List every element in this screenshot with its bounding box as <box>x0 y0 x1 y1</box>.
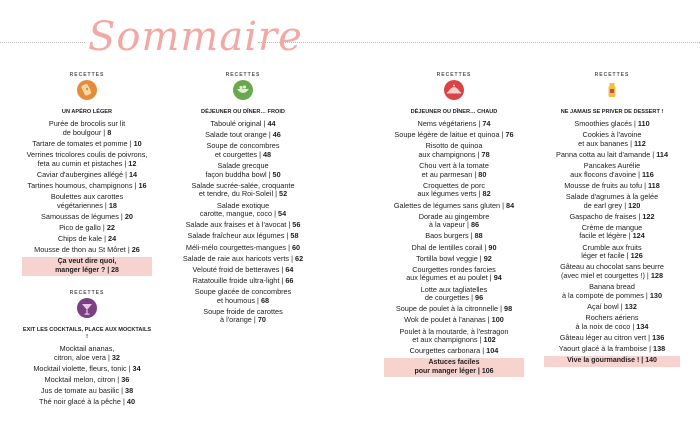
separator: | <box>115 374 122 384</box>
recipe-name: Yaourt glacé à la framboise <box>558 343 648 353</box>
recipe-name: Salade grecque façon buddha bowl <box>205 160 269 179</box>
recipe-name: Panna cotta au lait d'amande <box>555 149 651 159</box>
recipe-name: Smoothies glacés <box>574 119 632 128</box>
separator: | <box>266 169 273 179</box>
recipe-name: Mocktail ananas, citron, aloe vera <box>54 344 115 362</box>
recipe-name: Taboulé original <box>210 119 262 128</box>
separator: | <box>500 200 507 210</box>
recipe-name: Courgettes carbonara <box>409 346 481 356</box>
recipe-entry[interactable] <box>176 131 310 140</box>
recipe-name: Tortilla bowl veggie <box>416 253 478 263</box>
page-number: 58 <box>290 231 299 241</box>
recipe-entry[interactable] <box>176 277 310 286</box>
page-number: 126 <box>630 251 643 261</box>
recipe-name: Soupe froide de carottes à l'orange <box>203 306 283 325</box>
page-number: 128 <box>650 271 664 281</box>
page-number: 38 <box>125 386 134 396</box>
section-dessert <box>544 72 680 367</box>
separator: | <box>469 293 476 303</box>
page-number: 50 <box>272 169 281 179</box>
section-froid <box>176 72 310 325</box>
separator: | <box>102 200 109 210</box>
recipe-name: Cookies à l'avoine et aux bananes <box>578 130 642 148</box>
page-number: 96 <box>475 293 484 303</box>
separator: | <box>272 209 279 219</box>
recipe-name: Salade exotique carotte, mangue, coco <box>199 200 273 219</box>
cutting-board-icon <box>67 72 107 108</box>
recipe-name: Salade de raie aux haricots verts <box>182 253 290 263</box>
tip-label: Ça veut dire quoi, manger léger ? <box>55 258 117 274</box>
recipe-entry[interactable] <box>384 182 524 199</box>
recipe-entry[interactable] <box>22 376 152 385</box>
recipe-name: Baos burgers <box>425 231 469 241</box>
recipe-entry[interactable] <box>22 235 152 244</box>
page-number: 136 <box>652 332 665 342</box>
recipe-entry[interactable] <box>176 266 310 275</box>
page-number: 34 <box>132 363 141 373</box>
separator: | <box>475 149 482 159</box>
separator: | <box>261 119 268 128</box>
separator: | <box>284 231 291 241</box>
recipe-entry[interactable] <box>22 365 152 374</box>
page-number: 12 <box>128 158 137 168</box>
page-number: 88 <box>474 231 483 241</box>
recipe-entry[interactable] <box>384 255 524 264</box>
recipe-entry[interactable] <box>544 131 680 148</box>
recipe-entry[interactable] <box>544 283 680 300</box>
recipe-name: Galettes de légumes sans gluten <box>393 200 501 210</box>
page-number: 40 <box>126 397 136 407</box>
recipe-name: Soupe de concombres et courgettes <box>206 141 280 159</box>
recipe-name: Risotto de quinoa aux champignons <box>418 141 483 159</box>
recipe-name: Crème de mangue facile et légère <box>579 222 643 241</box>
recipe-name: Poulet à la moutarde, à l'estragon et aux champignons <box>399 326 509 345</box>
page-number: 92 <box>483 253 492 263</box>
recipe-entry[interactable] <box>176 255 310 264</box>
separator: | <box>485 315 492 325</box>
page-number: 90 <box>488 242 497 252</box>
recipe-entry[interactable] <box>544 263 680 280</box>
separator: | <box>286 242 292 252</box>
page-number: 70 <box>257 315 266 325</box>
recipe-name: Samoussas de légumes <box>41 211 119 221</box>
recipe-name: Salade d'agrumes à la gelée de earl grey <box>565 191 659 210</box>
separator: | <box>644 271 651 281</box>
recipe-name: Jus de tomate au basilic <box>40 386 120 396</box>
page-number: 56 <box>292 220 301 230</box>
separator: | <box>636 211 643 221</box>
recipe-list <box>22 345 152 407</box>
recettes-label: RECETTES <box>436 72 472 78</box>
recipe-entry[interactable] <box>544 334 680 343</box>
recipe-entry[interactable] <box>384 162 524 179</box>
separator: | <box>105 352 112 362</box>
page-number: 14 <box>129 169 138 179</box>
recipe-entry[interactable] <box>176 162 310 179</box>
recipe-name: Verrines tricolores coulis de poivrons, feta au cumin et pistaches <box>26 149 148 168</box>
separator: | <box>636 169 643 179</box>
separator: | <box>132 180 139 190</box>
recipe-entry[interactable] <box>384 244 524 253</box>
separator: | <box>125 244 132 254</box>
recipe-entry[interactable] <box>384 266 524 283</box>
separator: | <box>127 138 134 148</box>
separator: | <box>122 158 129 168</box>
recipe-entry[interactable] <box>384 142 524 159</box>
column-dessert <box>544 72 680 367</box>
recipe-name: Wok de poulet à l'ananas <box>404 315 486 325</box>
separator: | <box>618 301 625 311</box>
separator: | <box>279 275 286 285</box>
separator: | <box>646 332 653 342</box>
separator: | <box>499 130 506 140</box>
recipe-name: Courgettes rondes farcies aux légumes et au poulet <box>406 264 496 283</box>
recipe-name: Pancakes Aurélie aux flocons d'avoine <box>570 160 641 179</box>
page-number: 114 <box>656 149 669 159</box>
separator: | <box>477 335 484 345</box>
recipe-name: Pico de gallo <box>59 222 101 232</box>
recipe-name: Dorade au gingembre à la vapeur <box>418 211 490 230</box>
recipe-entry[interactable] <box>176 221 310 230</box>
highlight-tip[interactable] <box>22 257 152 276</box>
recipe-name: Nems végétariens <box>417 119 477 128</box>
separator: | <box>119 386 126 396</box>
page-number: 68 <box>260 295 270 305</box>
page-number: 24 <box>108 233 117 243</box>
salad-bowl-icon <box>223 72 263 108</box>
section-title: DÉJEUNER OU DÎNER… FROID <box>201 109 285 115</box>
page-number: 124 <box>632 231 645 241</box>
page-number: 84 <box>506 200 515 210</box>
recipe-entry[interactable] <box>176 182 310 199</box>
highlight-tip[interactable] <box>384 358 524 377</box>
recipe-name: Chou vert à la tomate et au parmesan <box>419 160 489 179</box>
separator: | <box>266 130 273 140</box>
recipe-entry[interactable] <box>544 182 680 191</box>
page-number: 100 <box>491 315 504 325</box>
separator: | <box>472 169 479 179</box>
page-number: 132 <box>624 301 637 311</box>
recipe-entry[interactable] <box>544 314 680 331</box>
recipe-list <box>22 120 152 276</box>
cocktail-glass-icon <box>67 290 107 326</box>
separator: | <box>465 220 471 230</box>
page-number: 52 <box>279 189 288 199</box>
page-number: 134 <box>636 321 649 331</box>
page-number: 32 <box>111 352 120 362</box>
page-number: 18 <box>108 200 117 210</box>
separator: | <box>477 253 484 263</box>
recipe-name: Gâteau léger au citron vert <box>559 332 647 342</box>
recipe-name: Salade tout orange <box>205 130 267 140</box>
recipe-name: Velouté froid de betteraves <box>192 264 280 274</box>
page-number: 76 <box>505 130 514 140</box>
recipe-name: Purée de brocolis sur lit de boulgour <box>48 119 126 137</box>
page-number: 36 <box>121 374 130 384</box>
section-title: NE JAMAIS SE PRIVER DE DESSERT ! <box>560 109 664 115</box>
separator: | <box>476 189 483 199</box>
separator: | <box>255 295 261 305</box>
recipe-entry[interactable] <box>384 347 524 356</box>
recipe-name: Mousse de fruits au tofu <box>564 180 643 190</box>
recipe-list <box>384 120 524 377</box>
separator: | <box>102 233 109 243</box>
page-number: 8 <box>107 127 112 137</box>
recipe-name: Dhal de lentilles corail <box>411 242 483 252</box>
recettes-label: RECETTES <box>225 72 261 78</box>
recipe-name: Tartines houmous, champignons <box>27 180 133 190</box>
recipe-name: Soupe glacée de concombres et houmous <box>194 286 292 305</box>
separator: | <box>273 189 280 199</box>
separator: | <box>120 397 127 407</box>
page-number: 78 <box>481 149 490 159</box>
separator: | <box>468 231 475 241</box>
separator: | <box>498 304 505 314</box>
recipe-entry[interactable] <box>176 120 310 129</box>
recipe-entry[interactable] <box>544 162 680 179</box>
page-number: 118 <box>648 180 660 190</box>
recipe-entry[interactable] <box>384 305 524 314</box>
recipe-entry[interactable] <box>176 232 310 241</box>
recipe-entry[interactable] <box>544 244 680 261</box>
recipe-entry[interactable] <box>384 286 524 303</box>
page-number: 138 <box>653 343 666 353</box>
recipe-name: Soupe légère de laitue et quinoa <box>394 130 500 140</box>
separator: | <box>101 127 108 137</box>
page-number: 130 <box>649 290 663 300</box>
recipe-name: Gaspacho de fraises <box>569 211 637 221</box>
recipe-entry[interactable] <box>176 142 310 159</box>
recipe-name: Salade aux fraises et à l'avocat <box>185 220 287 230</box>
recipe-entry[interactable] <box>544 120 680 129</box>
page-number: 98 <box>504 304 513 314</box>
page-number: 120 <box>628 200 641 210</box>
recipe-name: Croquettes de porc aux légumes verts <box>417 180 486 199</box>
section-aperitif <box>22 72 152 276</box>
recipe-entry[interactable] <box>22 182 152 191</box>
recipe-name: Chips de kale <box>57 233 103 243</box>
highlight-tip[interactable] <box>544 356 680 367</box>
recipe-entry[interactable] <box>384 316 524 325</box>
recipe-entry[interactable] <box>384 328 524 345</box>
column-aperitif <box>22 72 152 409</box>
separator: | <box>487 273 494 283</box>
section-title: DÉJEUNER OU DÎNER… CHAUD <box>410 109 498 115</box>
separator: | <box>475 367 482 375</box>
separator: | <box>482 242 489 252</box>
page-number: 26 <box>131 244 140 254</box>
page-number: 94 <box>493 273 502 283</box>
recipe-name: Méli-mélo courgettes-mangues <box>185 242 287 252</box>
recipe-name: Salade sucrée-salée, croquante et tendre, du Roi-Soleil <box>191 180 295 199</box>
recipe-name: Tartare de tomates et pomme <box>32 138 128 148</box>
page-number: 116 <box>642 169 654 179</box>
separator: | <box>630 321 637 331</box>
recipe-entry[interactable] <box>22 120 152 137</box>
page-number: 140 <box>645 357 657 365</box>
tip-label: Vive la gourmandise ! <box>567 357 640 365</box>
section-mocktails <box>22 290 152 407</box>
separator: | <box>622 200 629 210</box>
separator: | <box>105 266 112 274</box>
page-number: 64 <box>285 264 294 274</box>
page-number: 20 <box>124 211 133 221</box>
separator: | <box>643 290 650 300</box>
separator: | <box>286 220 293 230</box>
recipe-name: Mocktail melon, citron <box>44 374 116 384</box>
title-divider-left <box>0 42 85 43</box>
recipe-entry[interactable] <box>22 246 152 255</box>
separator: | <box>126 363 133 373</box>
separator: | <box>476 119 483 128</box>
section-title: UN APÉRO LÉGER <box>61 109 113 115</box>
column-froid <box>176 72 310 328</box>
page-number: 46 <box>272 130 281 140</box>
page-number: 16 <box>138 180 147 190</box>
recipe-list <box>176 120 310 325</box>
separator: | <box>289 253 296 263</box>
separator: | <box>624 251 631 261</box>
separator: | <box>279 264 286 274</box>
cloche-dish-icon <box>434 72 474 108</box>
recipe-entry[interactable] <box>384 213 524 230</box>
recipe-name: Banana bread à la compote de pommes <box>561 282 644 300</box>
recipe-entry[interactable] <box>22 345 152 362</box>
recipe-entry[interactable] <box>176 288 310 305</box>
separator: | <box>628 138 635 148</box>
recettes-label: RECETTES <box>594 72 630 78</box>
page-number: 62 <box>295 253 304 263</box>
page-number: 82 <box>482 189 491 199</box>
recipe-name: Thé noir glacé à la pêche <box>38 397 121 407</box>
recipe-name: Salade fraîcheur aux légumes <box>187 231 285 241</box>
recettes-label: RECETTES <box>69 72 105 78</box>
recipe-list <box>544 120 680 367</box>
page-number: 48 <box>263 149 272 159</box>
separator: | <box>631 119 638 128</box>
recipe-name: Caviar d'aubergines allégé <box>36 169 124 179</box>
separator: | <box>642 180 649 190</box>
recipe-entry[interactable] <box>22 398 152 407</box>
recipe-entry[interactable] <box>22 140 152 149</box>
separator: | <box>257 149 263 159</box>
recipe-entry[interactable] <box>384 202 524 211</box>
recettes-label: RECETTES <box>69 290 105 297</box>
title-divider-right <box>258 42 700 43</box>
tip-label: Astuces faciles pour manger léger <box>414 359 480 375</box>
page-number: 66 <box>285 275 294 285</box>
recipe-name: Lotte aux tagliatelles de courgettes <box>420 284 488 303</box>
recipe-entry[interactable] <box>544 303 680 312</box>
recipe-entry[interactable] <box>22 224 152 233</box>
separator: | <box>626 231 633 241</box>
separator: | <box>251 315 258 325</box>
recipe-entry[interactable] <box>176 202 310 219</box>
recipe-entry[interactable] <box>22 171 152 180</box>
separator: | <box>647 343 654 353</box>
recipe-entry[interactable] <box>176 244 310 253</box>
recipe-entry[interactable] <box>22 213 152 222</box>
page-title: Sommaire <box>88 14 303 60</box>
recipe-name: Rochers aériens à la noix de coco <box>575 313 639 331</box>
page-number: 86 <box>470 220 480 230</box>
separator: | <box>639 357 646 365</box>
page-number: 28 <box>111 266 119 274</box>
recipe-entry[interactable] <box>384 131 524 140</box>
recipe-entry[interactable] <box>22 387 152 396</box>
recipe-name: Boulettes aux carottes végétariennes <box>50 191 124 210</box>
recipe-entry[interactable] <box>176 308 310 325</box>
section-title: EXIT LES COCKTAILS, PLACE AUX MOCKTAILS ! <box>22 327 152 341</box>
page-number: 104 <box>486 346 499 356</box>
recipe-entry[interactable] <box>544 193 680 210</box>
recipe-entry[interactable] <box>22 193 152 210</box>
page-number: 112 <box>634 138 646 148</box>
separator: | <box>480 346 487 356</box>
page-number: 106 <box>481 367 494 375</box>
recipe-name: Crumble aux fruits léger et facile <box>581 242 642 261</box>
separator: | <box>118 211 125 221</box>
milk-bottle-icon <box>592 72 632 108</box>
section-chaud <box>384 72 524 377</box>
page-number: 80 <box>478 169 487 179</box>
page-number: 102 <box>483 335 496 345</box>
page-number: 22 <box>106 222 115 232</box>
recipe-entry[interactable] <box>384 120 524 129</box>
column-chaud <box>384 72 524 377</box>
recipe-entry[interactable] <box>544 224 680 241</box>
page-number: 110 <box>637 119 650 128</box>
page-number: 60 <box>292 242 301 252</box>
recipe-name: Ratatouille froide ultra-light <box>192 275 280 285</box>
page-number: 10 <box>133 138 142 148</box>
recipe-name: Mousse de thon au St Môret <box>34 244 126 254</box>
recipe-entry[interactable] <box>384 232 524 241</box>
recipe-name: Soupe de poulet à la citronnelle <box>395 304 499 314</box>
recipe-entry[interactable] <box>544 151 680 160</box>
page-number: 44 <box>267 119 276 128</box>
page-number: 122 <box>642 211 655 221</box>
recipe-entry[interactable] <box>544 213 680 222</box>
recipe-name: Gâteau au chocolat sans beurre (avec miel et courgettes !) <box>560 262 664 281</box>
recipe-name: Mocktail violette, fleurs, tonic <box>33 363 127 373</box>
recipe-name: Açaí bowl <box>587 301 619 311</box>
page-number: 74 <box>482 119 491 128</box>
separator: | <box>100 222 107 232</box>
recipe-entry[interactable] <box>544 345 680 354</box>
separator: | <box>650 149 657 159</box>
separator: | <box>123 169 129 179</box>
recipe-entry[interactable] <box>22 151 152 168</box>
page-number: 54 <box>278 209 287 219</box>
